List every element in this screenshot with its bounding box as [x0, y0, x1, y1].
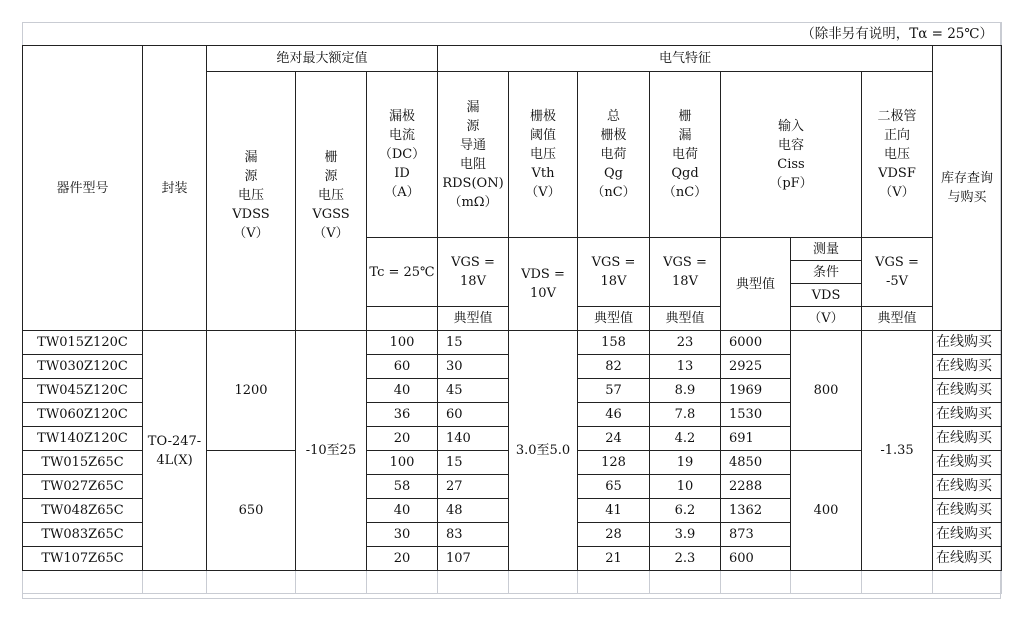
ciss-cell: 691: [721, 427, 791, 451]
qg-cell: 41: [578, 499, 650, 523]
qg-cell: 28: [578, 523, 650, 547]
id-blank: [367, 307, 438, 331]
blank-cell: [23, 571, 143, 594]
blank-cell: [509, 571, 578, 594]
buy-online-link[interactable]: 在线购买: [933, 427, 1002, 451]
buy-online-link[interactable]: 在线购买: [933, 331, 1002, 355]
vdss-cell-1200: 1200: [207, 331, 296, 451]
blank-cell: [296, 571, 367, 594]
header-qg: 总 栅极 电荷 Qg （nC）: [578, 72, 650, 238]
cond-vds: VDS: [791, 284, 862, 307]
header-abs-max: 绝对最大额定值: [207, 46, 438, 72]
model-cell: TW015Z120C: [23, 331, 143, 355]
blank-cell: [143, 571, 207, 594]
header-ciss: 输入 电容 Ciss （pF）: [721, 72, 862, 238]
ciss-cell: 6000: [721, 331, 791, 355]
rds-cell: 45: [438, 379, 509, 403]
header-id: 漏极 电流 （DC） ID （A）: [367, 72, 438, 238]
header-vth: 栅极 阈值 电压 Vth （V）: [509, 72, 578, 238]
rds-cell: 30: [438, 355, 509, 379]
header-vdsf: 二极管 正向 电压 VDSF （V）: [862, 72, 933, 238]
id-cell: 100: [367, 331, 438, 355]
vdsf-cell: -1.35: [862, 331, 933, 571]
ciss-cell: 873: [721, 523, 791, 547]
model-cell: TW045Z120C: [23, 379, 143, 403]
cond-qgd-vgs: VGS = 18V: [650, 238, 721, 307]
blank-cell: [862, 571, 933, 594]
blank-row: [23, 571, 1002, 594]
blank-cell: [367, 571, 438, 594]
vdss-cell-650: 650: [207, 451, 296, 571]
qg-typical: 典型值: [578, 307, 650, 331]
cond-tc: Tc = 25℃: [367, 238, 438, 307]
id-cell: 40: [367, 499, 438, 523]
rds-cell: 15: [438, 451, 509, 475]
cond-vdsf-vgs: VGS = -5V: [862, 238, 933, 307]
id-cell: 100: [367, 451, 438, 475]
qgd-cell: 4.2: [650, 427, 721, 451]
qg-cell: 24: [578, 427, 650, 451]
vdsf-typical: 典型值: [862, 307, 933, 331]
ciss-cell: 2925: [721, 355, 791, 379]
buy-online-link[interactable]: 在线购买: [933, 379, 1002, 403]
header-qgd: 栅 漏 电荷 Qgd （nC）: [650, 72, 721, 238]
blank-cell: [791, 571, 862, 594]
qgd-cell: 13: [650, 355, 721, 379]
qg-cell: 158: [578, 331, 650, 355]
blank-cell: [721, 571, 791, 594]
buy-online-link[interactable]: 在线购买: [933, 499, 1002, 523]
ciss-cell: 1530: [721, 403, 791, 427]
conditions-note: （除非另有说明，Tα = 25℃）: [23, 23, 1002, 46]
cond-qg-vgs: VGS = 18V: [578, 238, 650, 307]
rds-cell: 107: [438, 547, 509, 571]
buy-online-link[interactable]: 在线购买: [933, 523, 1002, 547]
ciss-cell: 2288: [721, 475, 791, 499]
header-model: 器件型号: [23, 46, 143, 331]
ciss-cell: 1969: [721, 379, 791, 403]
buy-online-link[interactable]: 在线购买: [933, 547, 1002, 571]
qgd-cell: 7.8: [650, 403, 721, 427]
blank-cell: [207, 571, 296, 594]
buy-online-link[interactable]: 在线购买: [933, 403, 1002, 427]
rds-cell: 140: [438, 427, 509, 451]
buy-online-link[interactable]: 在线购买: [933, 451, 1002, 475]
header-vgss: 栅 源 电压 VGSS （V）: [296, 72, 367, 331]
ciss-cell: 4850: [721, 451, 791, 475]
qgd-cell: 23: [650, 331, 721, 355]
ciss-cell: 600: [721, 547, 791, 571]
table-row: [23, 331, 1002, 355]
qgd-cell: 19: [650, 451, 721, 475]
vds-unit: （V）: [791, 307, 862, 331]
id-cell: 20: [367, 427, 438, 451]
rds-cell: 83: [438, 523, 509, 547]
model-cell: TW060Z120C: [23, 403, 143, 427]
header-vdss: 漏 源 电压 VDSS （V）: [207, 72, 296, 331]
blank-cell: [650, 571, 721, 594]
id-cell: 30: [367, 523, 438, 547]
model-cell: TW027Z65C: [23, 475, 143, 499]
mosfet-spec-table: [22, 22, 1002, 594]
rds-cell: 60: [438, 403, 509, 427]
header-package: 封装: [143, 46, 207, 331]
rds-cell: 27: [438, 475, 509, 499]
qgd-typical: 典型值: [650, 307, 721, 331]
id-cell: 40: [367, 379, 438, 403]
cond-rds-vgs: VGS = 18V: [438, 238, 509, 307]
blank-cell: [578, 571, 650, 594]
blank-cell: [933, 571, 1002, 594]
id-cell: 58: [367, 475, 438, 499]
qgd-cell: 3.9: [650, 523, 721, 547]
model-cell: TW048Z65C: [23, 499, 143, 523]
qg-cell: 128: [578, 451, 650, 475]
vds-cell-800: 800: [791, 331, 862, 451]
qgd-cell: 10: [650, 475, 721, 499]
rds-typical: 典型值: [438, 307, 509, 331]
qg-cell: 57: [578, 379, 650, 403]
rds-cell: 48: [438, 499, 509, 523]
qg-cell: 82: [578, 355, 650, 379]
model-cell: TW030Z120C: [23, 355, 143, 379]
buy-online-link[interactable]: 在线购买: [933, 475, 1002, 499]
ciss-typical: 典型值: [721, 238, 791, 331]
qgd-cell: 8.9: [650, 379, 721, 403]
model-cell: TW140Z120C: [23, 427, 143, 451]
qgd-cell: 6.2: [650, 499, 721, 523]
vth-cell: 3.0至5.0: [509, 331, 578, 571]
blank-cell: [438, 571, 509, 594]
qgd-cell: 2.3: [650, 547, 721, 571]
model-cell: TW083Z65C: [23, 523, 143, 547]
header-rds: 漏 源 导通 电阻 RDS(ON) （mΩ）: [438, 72, 509, 238]
cond-condition: 条件: [791, 261, 862, 284]
package-cell: TO-247- 4L(X): [143, 331, 207, 571]
cond-measure: 测量: [791, 238, 862, 261]
qg-cell: 65: [578, 475, 650, 499]
qg-cell: 46: [578, 403, 650, 427]
id-cell: 20: [367, 547, 438, 571]
vgss-cell: -10至25: [296, 331, 367, 571]
model-cell: TW015Z65C: [23, 451, 143, 475]
id-cell: 60: [367, 355, 438, 379]
header-stock: 库存查询 与购买: [933, 46, 1002, 331]
qg-cell: 21: [578, 547, 650, 571]
buy-online-link[interactable]: 在线购买: [933, 355, 1002, 379]
id-cell: 36: [367, 403, 438, 427]
ciss-cell: 1362: [721, 499, 791, 523]
cond-vth-vds: VDS = 10V: [509, 238, 578, 331]
rds-cell: 15: [438, 331, 509, 355]
header-electrical: 电气特征: [438, 46, 933, 72]
model-cell: TW107Z65C: [23, 547, 143, 571]
vds-cell-400: 400: [791, 451, 862, 571]
